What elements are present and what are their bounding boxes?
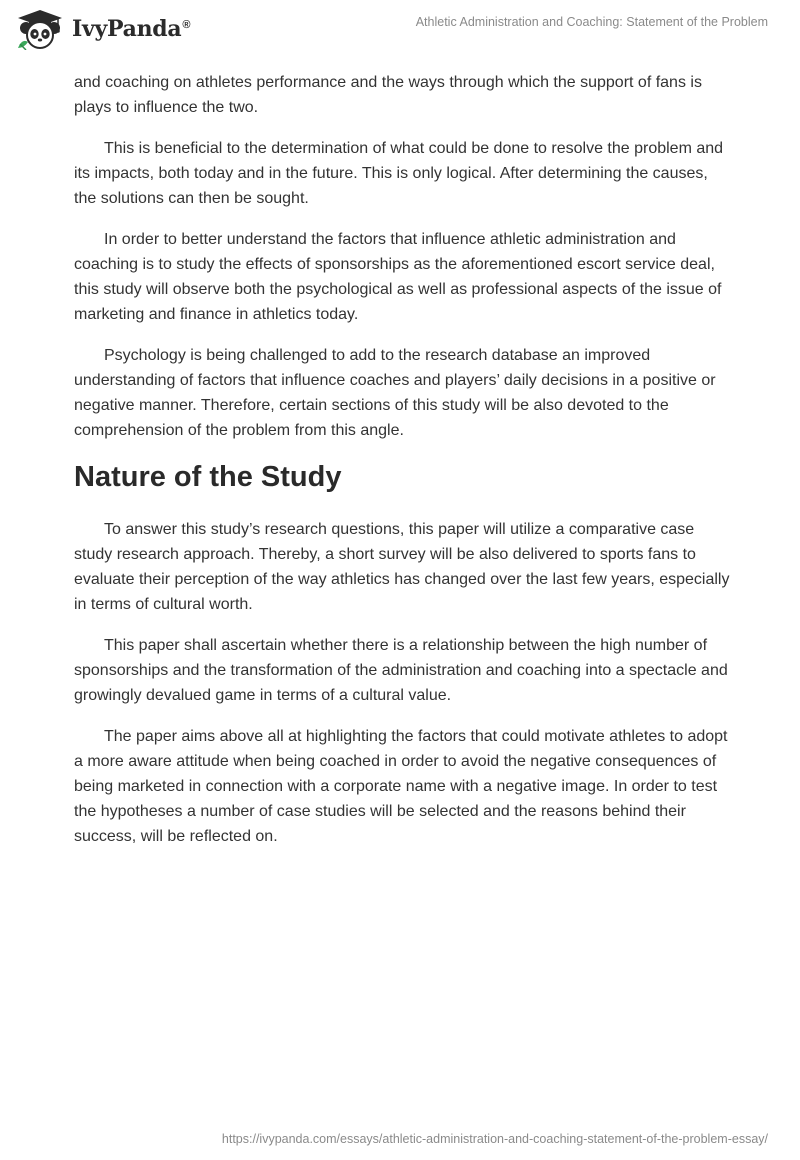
paragraph: This paper shall ascertain whether there is a relationship between the high number of sponsorships and the transformation of the administration and coaching into a spectacle and growingly devalued game in terms of a cultural value. [74, 637, 728, 704]
paragraph: This is beneficial to the determination of what could be done to resolve the problem and its impacts, both today and in the future. This is only logical. After determining the causes, the solutions can then be sought. [74, 140, 724, 207]
paragraph: and coaching on athletes performance and the ways through which the support of fans is plays to influence the two. [74, 74, 702, 116]
paragraph: Psychology is being challenged to add to the research database an improved understanding of factors that influence coaches and players’ daily decisions in a positive or negative manner. Therefore, certain sections of this study will be also devoted to the comprehension of the problem from this angle. [74, 347, 716, 439]
section-heading: Nature of the Study [74, 461, 342, 493]
page-header [0, 0, 800, 70]
registered-mark: ® [182, 18, 191, 31]
ivypanda-logo[interactable] [14, 8, 190, 50]
paragraph: To answer this study’s research questions, this paper will utilize a comparative case study research approach. Thereby, a short survey will be also delivered to sports fans to evaluate their perception of the way athletics has changed over the last few years, especially in terms of cultural worth. [74, 521, 730, 613]
essay-content [74, 70, 734, 865]
paragraph: In order to better understand the factors that influence athletic administration and coaching is to study the effects of sponsorships as the aforementioned escort service deal, this study will observe both the psychological as well as professional aspects of the issue of marketing and finance in athletics today. [74, 231, 722, 323]
source-url-link[interactable]: https://ivypanda.com/essays/athletic-administration-and-coaching-statement-of-the-problem-essay/ [221, 1132, 768, 1146]
panda-graduate-icon [14, 8, 66, 50]
logo-text: IvyPanda® [72, 16, 191, 42]
paragraph: The paper aims above all at highlighting the factors that could motivate athletes to adopt a more aware attitude when being coached in order to avoid the negative consequences of being marketed in connection with a corporate name with a negative image. In order to test the hypotheses a number of case studies will be selected and the reasons behind their success, will be reflected on. [74, 728, 728, 845]
document-title: Athletic Administration and Coaching: Statement of the Problem [415, 15, 768, 29]
